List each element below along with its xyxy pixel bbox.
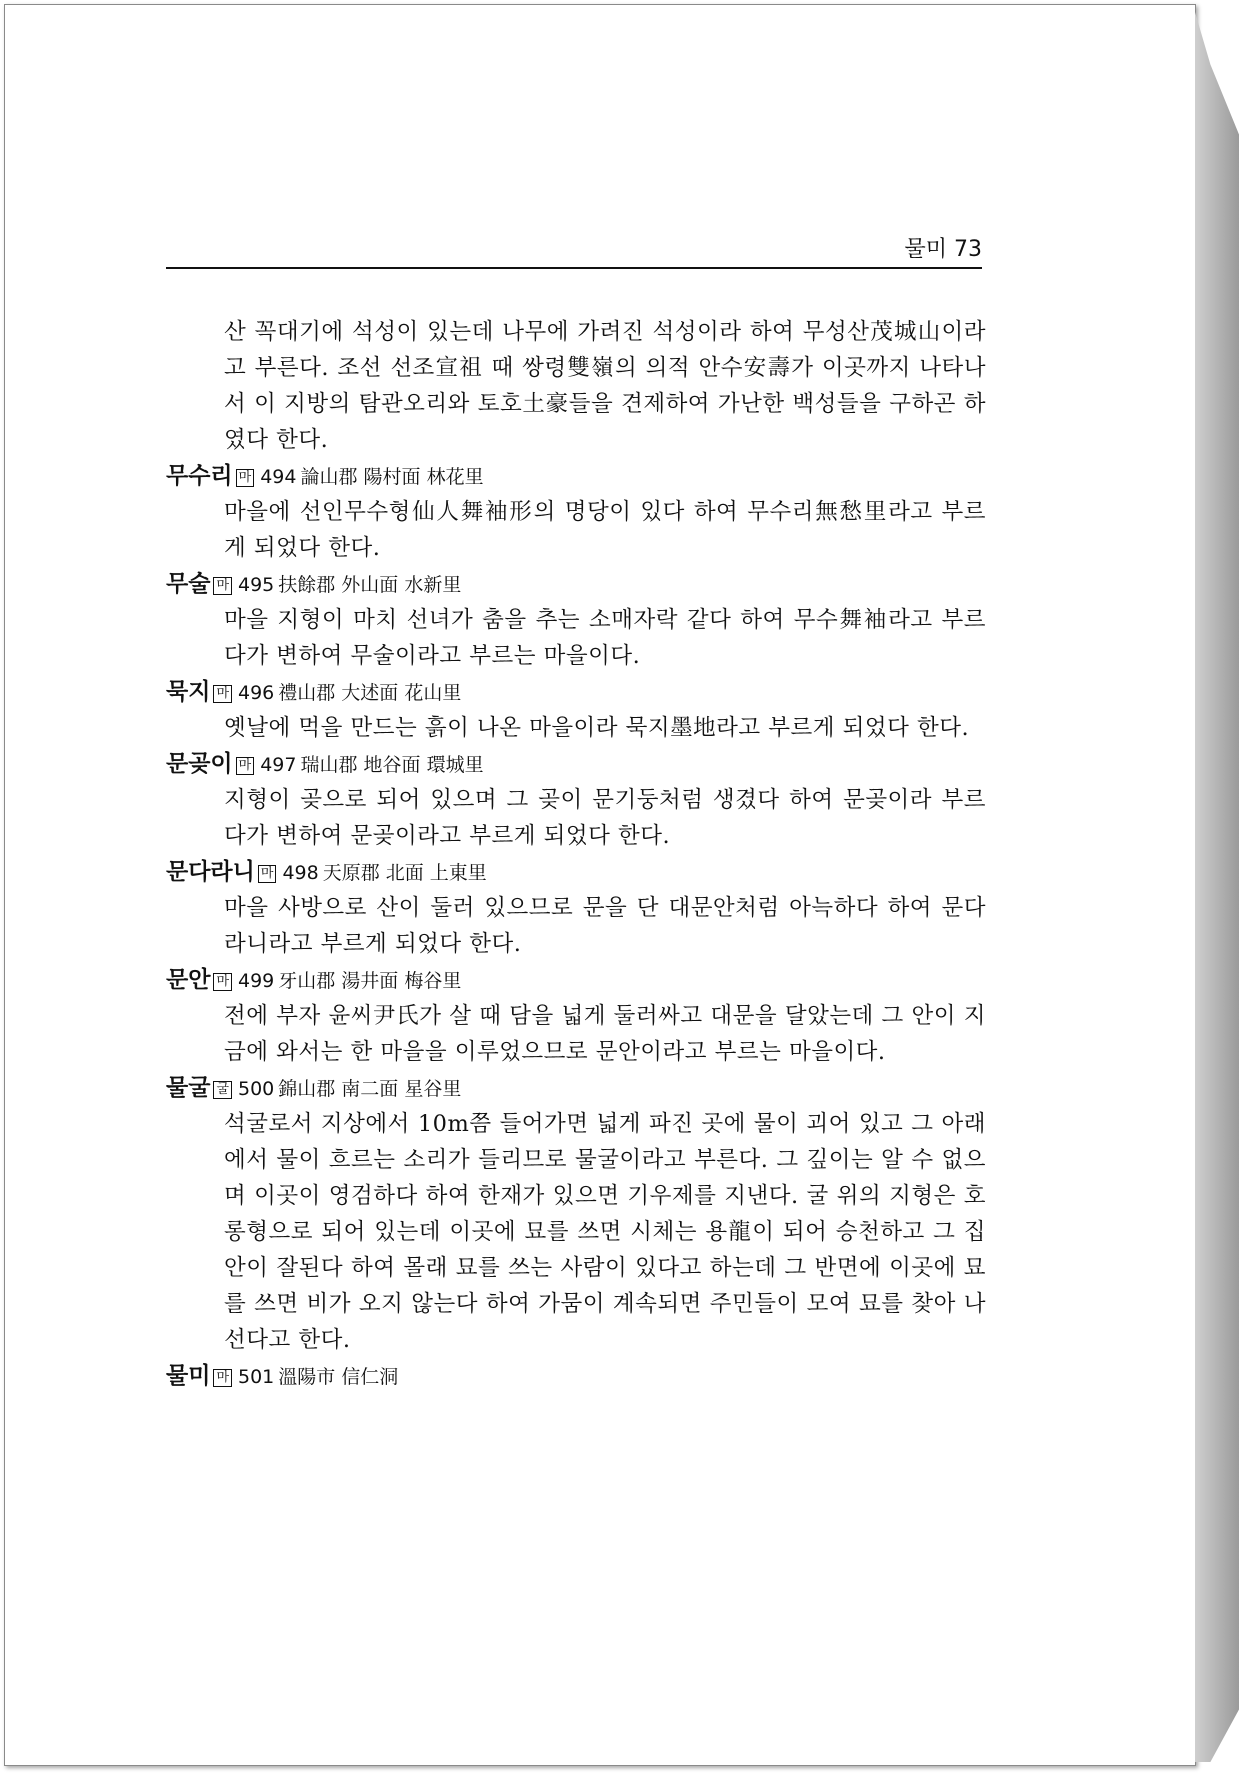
entry-headword <box>166 962 986 998</box>
entry-number: 500 <box>238 1078 275 1100</box>
entry-text: 옛날에 먹을 만드는 흙이 나온 마을이라 묵지墨地라고 부르게 되었다 한다. <box>224 715 970 741</box>
entry-text: 마을 지형이 마치 선녀가 춤을 추는 소매자락 같다 하여 무수舞袖라고 부르다가 변하여 무술이라고 부르는 마을이다. <box>224 607 986 669</box>
entry-location: 牙山郡 湯井面 梅谷里 <box>278 970 462 992</box>
entry-location: 禮山郡 大述面 花山里 <box>278 682 462 704</box>
entry-text: 마을 사방으로 산이 둘러 있으므로 문을 단 대문안처럼 아늑하다 하여 문다라니라고 부르게 되었다 한다. <box>224 895 986 957</box>
entry-location: 論山郡 陽村面 林花里 <box>300 466 484 488</box>
header-rule <box>166 267 982 269</box>
entry-name: 무술 <box>166 571 211 597</box>
entry-text: 마을에 선인무수형仙人舞袖形의 명당이 있다 하여 무수리無愁里라고 부르게 되었다 한다. <box>224 499 986 561</box>
category-tag: 마 <box>213 1369 232 1387</box>
entry-headword <box>166 566 986 602</box>
entry-text: 전에 부자 윤씨尹氏가 살 때 담을 넓게 둘러싸고 대문을 달았는데 그 안이 지금에 와서는 한 마을을 이루었으므로 문안이라고 부르는 마을이다. <box>224 1003 986 1065</box>
entry <box>166 566 986 674</box>
entry-number: 501 <box>238 1366 275 1388</box>
entry-number: 497 <box>260 754 297 776</box>
entry <box>166 1358 986 1394</box>
entry-headword <box>166 458 986 494</box>
category-tag: 마 <box>213 973 232 991</box>
entry-text: 지형이 곶으로 되어 있으며 그 곶이 문기둥처럼 생겼다 하여 문곶이라 부르다가 변하여 문곶이라고 부르게 되었다 한다. <box>224 787 986 849</box>
intro-paragraph: 산 꼭대기에 석성이 있는데 나무에 가려진 석성이라 하여 무성산茂城山이라고 부른다. 조선 선조宣祖 때 쌍령雙嶺의 의적 안수安壽가 이곳까지 나타나서 이 지방의 탐관오리와 토호土豪들을 견제하여 가난한 백성들을 구하곤 하였다 한다. <box>224 319 986 453</box>
entry-name: 문다라니 <box>166 859 255 885</box>
page-stack-edge <box>1195 12 1239 1762</box>
entry-name: 물굴 <box>166 1075 211 1101</box>
entry <box>166 458 986 566</box>
entry-list <box>166 314 986 1394</box>
category-tag: 마 <box>236 757 255 775</box>
running-head: 물미 73 <box>904 237 982 262</box>
category-tag: 굴 <box>213 1081 232 1099</box>
entry-location: 天原郡 北面 上東里 <box>322 862 487 884</box>
entry-number: 495 <box>238 574 275 596</box>
entry-number: 498 <box>282 862 319 884</box>
category-tag: 마 <box>258 865 277 883</box>
entry-location: 溫陽市 信仁洞 <box>278 1366 399 1388</box>
entry-name: 문곶이 <box>166 751 233 777</box>
entry <box>166 1070 986 1358</box>
entry-headword <box>166 674 986 710</box>
category-tag: 마 <box>213 577 232 595</box>
entry <box>166 746 986 854</box>
entry <box>166 674 986 746</box>
entry-headword <box>166 854 986 890</box>
entry-name: 무수리 <box>166 463 233 489</box>
entry-location: 瑞山郡 地谷面 環城里 <box>300 754 484 776</box>
entry-text: 석굴로서 지상에서 10m쯤 들어가면 넓게 파진 곳에 물이 괴어 있고 그 아래에서 물이 흐르는 소리가 들리므로 물굴이라고 부른다. 그 깊이는 알 수 없으며 이곳이 영검하다 하여 한재가 있으면 기우제를 지낸다. 굴 위의 지형은 호롱형으로 되어 있는데 이곳에 묘를 쓰면 시체는 용龍이 되어 승천하고 그 집안이 잘된다 하여 몰래 묘를 쓰는 사람이 있다고 하는데 그 반면에 이곳에 묘를 쓰면 비가 오지 않는다 하여 가뭄이 계속되면 주민들이 모여 묘를 찾아 나선다고 한다. <box>224 1111 986 1353</box>
entry-name: 묵지 <box>166 679 211 705</box>
entry-name: 물미 <box>166 1363 211 1389</box>
entry-location: 錦山郡 南二面 星谷里 <box>278 1078 462 1100</box>
entry-number: 499 <box>238 970 275 992</box>
entry <box>166 854 986 962</box>
entry-name: 문안 <box>166 967 211 993</box>
category-tag: 마 <box>213 685 232 703</box>
entry-number: 496 <box>238 682 275 704</box>
entry-location: 扶餘郡 外山面 水新里 <box>278 574 462 596</box>
category-tag: 마 <box>236 469 255 487</box>
entry-number: 494 <box>260 466 297 488</box>
entry-headword <box>166 1358 986 1394</box>
entry-headword <box>166 1070 986 1106</box>
entry-headword <box>166 746 986 782</box>
entry <box>166 962 986 1070</box>
